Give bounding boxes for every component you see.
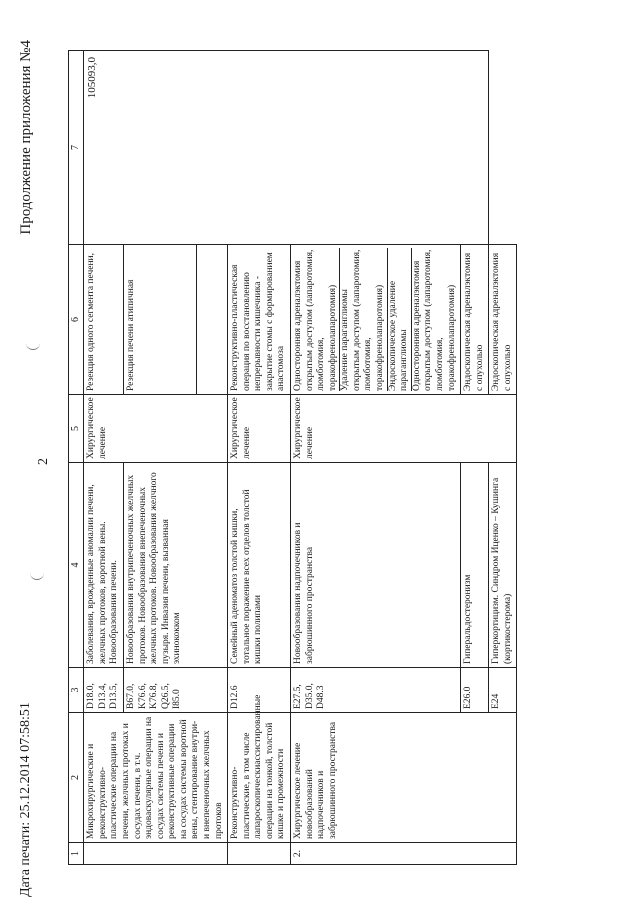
col-header: 3 [69, 668, 84, 713]
operation-item: Эндоскопическое удаление параганглиомы [388, 248, 412, 391]
cell-number [228, 843, 291, 865]
cell-codes: D18.0, D13.4, D13.5, [84, 668, 124, 713]
cell-method-group: Реконструктивно-пластические, в том числе лапароскопическиассистированные операции на тонкой, толстой кишке и промежности [228, 713, 291, 843]
cell-diagnosis: Семейный аденоматоз толстой кишки, тотальное поражение всех отделов толстой кишки полипами [228, 463, 291, 668]
cell-method-group: Хирургическое лечение новообразований надпочечников и забрюшинного пространства [291, 713, 517, 843]
cell-codes: E24 [489, 668, 517, 713]
col-header: 6 [69, 245, 84, 395]
col-header: 1 [69, 843, 84, 865]
cell-diagnosis: Новообразования внутрипеченочных желчных протоков. Новообразования внепеченочных желчных протоков. Новообразования желчного пузыря. Инвазия печени, вызванная эхинококком [123, 463, 227, 668]
cell-operation: Эндоскопическая адреналэктомия с опухолью [461, 245, 489, 395]
cell-treatment: Хирургическое лечение [291, 395, 517, 463]
cell-diagnosis: Гиперкортицизм. Синдром Иценко – Кушинга (кортикостерома) [489, 463, 517, 668]
scan-mark [30, 567, 44, 580]
cell-treatment: Хирургическое лечение [228, 395, 291, 463]
cell-number [84, 843, 228, 865]
appendix-header: Продолжение приложения №4 [18, 40, 34, 235]
cell-diagnosis: Новообразования надпочечников и забрюшинного пространства [291, 463, 461, 668]
page-number: 2 [36, 458, 51, 465]
procedures-table [68, 50, 517, 865]
cell-sum: 105093,0 [84, 51, 489, 245]
column-number-row [69, 51, 84, 865]
operation-item: Удаление параганглиомы открытым доступом (лапаротомия, люмботомия, торакофренолапаротомия) [340, 248, 387, 391]
operation-item: Односторонняя адреналэктомия открытым доступом (лапаротомия, люмботомия, торакофренолапаротомия) [293, 248, 340, 391]
cell-codes: E26.0 [461, 668, 489, 713]
cell-codes: E27.5, D35.0, D48.3 [291, 668, 461, 713]
table-row [84, 51, 124, 865]
cell-operation: Резекция печени атипичная [123, 245, 196, 395]
scan-mark [26, 337, 40, 350]
cell-operation: Резекция одного сегмента печени, [84, 245, 124, 395]
col-header: 7 [69, 51, 84, 245]
operation-item: Односторонняя адреналэктомия открытым доступом (лапаротомия, люмботомия, торакофренолапаротомия) [411, 249, 457, 391]
cell-method-group: Микрохирургические и реконструктивно-пластические операции на печени, желчных протоках и сосудах печени, в т.ч. эндоваскулярные операции на сосудах системы печени и реконструктивные операции на сосудах системы воротной вены, стентирование внутри- и внепеченочных желчных протоков [84, 713, 228, 843]
cell-operation: Эндоскопическая адреналэктомия с опухолью [489, 245, 517, 395]
cell-diagnosis: Гиперальдостеронизм [461, 463, 489, 668]
col-header: 5 [69, 395, 84, 463]
col-header: 4 [69, 463, 84, 668]
col-header: 2 [69, 713, 84, 843]
cell-operation [196, 245, 227, 395]
cell-codes: D12.6 [228, 668, 291, 713]
cell-treatment: Хирургическое лечение [84, 395, 228, 463]
cell-codes: B67.0, K76.6, K76.8, Q26.5, I85.0 [123, 668, 227, 713]
cell-operation: Реконструктивно-пластическая операция по восстановлению непрерывности кишечника - закрытие стомы с формированием анастомоза [228, 245, 291, 395]
cell-diagnosis: Заболевания, врожденные аномалии печени, желчных протоков, воротной вены. Новообразования печени. [84, 463, 124, 668]
cell-number: 2. [291, 843, 517, 865]
cell-operation-list [291, 245, 461, 395]
print-date: Дата печати: 25.12.2014 07:58:51 [18, 702, 33, 897]
